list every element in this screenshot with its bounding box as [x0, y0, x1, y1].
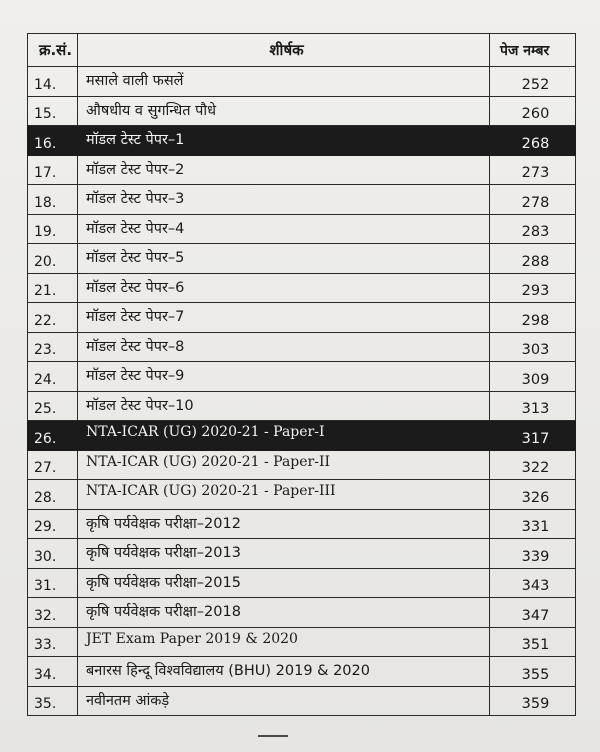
serial-cell: 21.	[28, 273, 78, 303]
table-row	[28, 657, 576, 687]
page-cell: 252	[490, 67, 576, 97]
serial-cell: 28.	[28, 480, 78, 510]
table-row-highlighted	[28, 421, 576, 451]
table-row	[28, 686, 576, 716]
title-cell: कृषि पर्यवेक्षक परीक्षा–2015	[78, 568, 490, 598]
title-cell: बनारस हिन्दू विश्वविद्यालय (BHU) 2019 & 2020	[78, 657, 490, 687]
title-cell: मॉडल टेस्ट पेपर–7	[78, 303, 490, 333]
page-cell: 317	[490, 421, 576, 451]
page-number-header: पेज नम्बर	[490, 34, 576, 67]
page-cell: 298	[490, 303, 576, 333]
serial-cell: 25.	[28, 391, 78, 421]
page-cell: 351	[490, 627, 576, 657]
table-row	[28, 450, 576, 480]
table-row	[28, 273, 576, 303]
title-cell: मॉडल टेस्ट पेपर–4	[78, 214, 490, 244]
page-cell: 283	[490, 214, 576, 244]
title-cell: मॉडल टेस्ट पेपर–6	[78, 273, 490, 303]
table-row	[28, 67, 576, 97]
title-cell: मॉडल टेस्ट पेपर–8	[78, 332, 490, 362]
table-row	[28, 509, 576, 539]
title-cell: NTA-ICAR (UG) 2020-21 - Paper-II	[78, 450, 490, 480]
title-cell: मॉडल टेस्ट पेपर–2	[78, 155, 490, 185]
title-cell: मसाले वाली फसलें	[78, 67, 490, 97]
title-cell: NTA-ICAR (UG) 2020-21 - Paper-I	[78, 421, 490, 451]
title-cell: JET Exam Paper 2019 & 2020	[78, 627, 490, 657]
serial-cell: 22.	[28, 303, 78, 333]
table-row	[28, 539, 576, 569]
page-cell: 273	[490, 155, 576, 185]
table-row	[28, 598, 576, 628]
serial-cell: 14.	[28, 67, 78, 97]
serial-cell: 33.	[28, 627, 78, 657]
table-row	[28, 214, 576, 244]
table-row	[28, 627, 576, 657]
page-cell: 343	[490, 568, 576, 598]
title-cell: NTA-ICAR (UG) 2020-21 - Paper-III	[78, 480, 490, 510]
serial-cell: 30.	[28, 539, 78, 569]
title-cell: मॉडल टेस्ट पेपर–10	[78, 391, 490, 421]
serial-cell: 29.	[28, 509, 78, 539]
serial-cell: 18.	[28, 185, 78, 215]
serial-cell: 32.	[28, 598, 78, 628]
page-cell: 303	[490, 332, 576, 362]
page-cell: 288	[490, 244, 576, 274]
table-row	[28, 568, 576, 598]
table-row	[28, 155, 576, 185]
table-row	[28, 96, 576, 126]
title-cell: मॉडल टेस्ट पेपर–1	[78, 126, 490, 156]
table-header	[28, 34, 576, 67]
page-cell: 355	[490, 657, 576, 687]
serial-header: क्र.सं.	[28, 34, 78, 67]
table-row	[28, 303, 576, 333]
page-cell: 339	[490, 539, 576, 569]
serial-cell: 24.	[28, 362, 78, 392]
serial-cell: 26.	[28, 421, 78, 451]
title-cell: कृषि पर्यवेक्षक परीक्षा–2018	[78, 598, 490, 628]
serial-cell: 15.	[28, 96, 78, 126]
serial-cell: 31.	[28, 568, 78, 598]
page-cell: 260	[490, 96, 576, 126]
serial-cell: 19.	[28, 214, 78, 244]
page-cell: 293	[490, 273, 576, 303]
title-cell: कृषि पर्यवेक्षक परीक्षा–2013	[78, 539, 490, 569]
page-cell: 359	[490, 686, 576, 716]
table-row	[28, 391, 576, 421]
table-row	[28, 332, 576, 362]
table-row	[28, 362, 576, 392]
title-cell: नवीनतम आंकड़े	[78, 686, 490, 716]
page-cell: 278	[490, 185, 576, 215]
table-row	[28, 244, 576, 274]
page-cell: 322	[490, 450, 576, 480]
page-cell: 326	[490, 480, 576, 510]
title-header: शीर्षक	[78, 34, 490, 67]
page-cell: 309	[490, 362, 576, 392]
table-row	[28, 480, 576, 510]
page-cell: 331	[490, 509, 576, 539]
table-of-contents	[27, 33, 576, 716]
title-cell: मॉडल टेस्ट पेपर–3	[78, 185, 490, 215]
page-cell: 313	[490, 391, 576, 421]
title-cell: कृषि पर्यवेक्षक परीक्षा–2012	[78, 509, 490, 539]
serial-cell: 35.	[28, 686, 78, 716]
title-cell: मॉडल टेस्ट पेपर–9	[78, 362, 490, 392]
serial-cell: 27.	[28, 450, 78, 480]
serial-cell: 16.	[28, 126, 78, 156]
page-cell: 347	[490, 598, 576, 628]
table-row	[28, 185, 576, 215]
title-cell: औषधीय व सुगन्धित पौधे	[78, 96, 490, 126]
page-cell: 268	[490, 126, 576, 156]
serial-cell: 34.	[28, 657, 78, 687]
table-row-highlighted	[28, 126, 576, 156]
title-cell: मॉडल टेस्ट पेपर–5	[78, 244, 490, 274]
serial-cell: 23.	[28, 332, 78, 362]
serial-cell: 20.	[28, 244, 78, 274]
serial-cell: 17.	[28, 155, 78, 185]
footer-divider	[258, 735, 288, 737]
